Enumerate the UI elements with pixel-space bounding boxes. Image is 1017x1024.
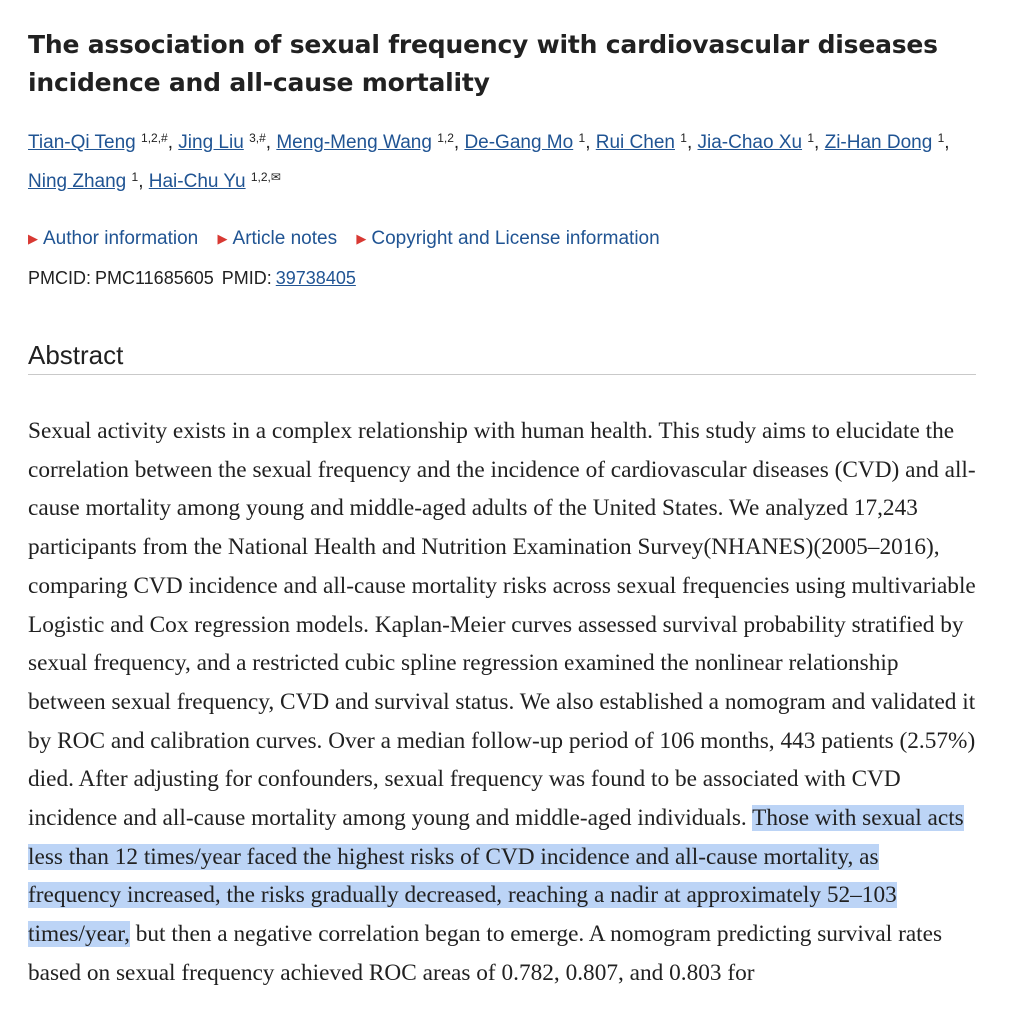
article-notes-bar	[28, 226, 674, 252]
author-information-toggle[interactable]	[28, 228, 198, 249]
author-link[interactable]: Hai-Chu Yu	[148, 171, 246, 192]
pmcid-value: PMC11685605	[95, 268, 214, 288]
author-link[interactable]: Jing Liu	[178, 132, 244, 153]
pmid-link[interactable]: 39738405	[275, 268, 356, 288]
author-affiliation: 1	[680, 131, 687, 145]
author-affiliation: 1	[807, 131, 815, 145]
author-list: Tian-Qi Teng $^{1,2,\#}$, Jing Liu $^{3,\#}$, Meng-Meng Wang $^{1,2}$, De-Gang Mo $^1$, Rui Chen $^1$, Jia-Chao Xu $^1$, Zi-Han Dong $^1$, Ning Zhang $^1$, Hai-Chu Yu $^{1,2,✉}$	[28, 131, 950, 192]
author-link[interactable]: Meng-Meng Wang	[276, 132, 432, 153]
author-link[interactable]: De-Gang Mo	[464, 132, 574, 153]
text-selection: Those with sexual acts less than 12 times/year faced the highest risks of CVD incidence and all-cause mortality, as frequency increased, the risks gradually decreased, reaching a nadir at approximately 52–103 times/year,	[28, 805, 964, 948]
author-affiliation: 1,2,✉	[250, 170, 281, 184]
abstract-heading: Abstract	[28, 338, 976, 375]
caret-right-icon: ▶	[356, 231, 367, 246]
copyright-label: Copyright and License information	[371, 228, 660, 249]
author-affiliation: 3,#	[249, 131, 266, 145]
article-ids	[28, 265, 356, 291]
author-link[interactable]: Tian-Qi Teng	[28, 132, 136, 153]
caret-right-icon: ▶	[217, 231, 228, 246]
abstract-text	[28, 412, 976, 993]
article-title: The association of sexual frequency with cardiovascular diseases incidence and all-cause mortality	[28, 30, 938, 97]
caret-right-icon: ▶	[28, 231, 38, 246]
author-link[interactable]: Zi-Han Dong	[824, 132, 933, 153]
author-affiliation: 1	[131, 170, 139, 184]
pmid-label: PMID:	[221, 268, 272, 288]
author-information-label: Author information	[43, 228, 199, 249]
abstract-text-part: but then a negative correlation began to emerge. A nomogram predicting survival rates based on sexual frequency achieved ROC areas of 0.782, 0.807, and 0.803 for	[28, 921, 943, 986]
author-affiliation: 1,2	[437, 131, 454, 145]
author-affiliation: 1	[578, 131, 586, 145]
pmcid-label: PMCID:	[28, 268, 91, 288]
author-link[interactable]: Ning Zhang	[28, 171, 127, 192]
abstract-text-part: Sexual activity exists in a complex relationship with human health. This study aims to elucidate the correlation between the sexual frequency and the incidence of cardiovascular diseases (CVD) and all-cause mortality among young and middle-aged adults of the United States. We analyzed 17,243 participants from the National Health and Nutrition Examination Survey(NHANES)(2005–2016), comparing CVD incidence and all-cause mortality risks across sexual frequencies using multivariable Logistic and Cox regression models. Kaplan-Meier curves assessed survival probability stratified by sexual frequency, and a restricted cubic spline regression examined the nonlinear relationship between sexual frequency, CVD and survival status. We also established a nomogram and validated it by ROC and calibration curves. Over a median follow-up period of 106 months, 443 patients (2.57%) died. After adjusting for confounders, sexual frequency was found to be associated with CVD incidence and all-cause mortality among young and middle-aged individuals.	[28, 418, 976, 832]
article-notes-label: Article notes	[232, 228, 338, 249]
author-affiliation: 1	[937, 131, 945, 145]
author-link[interactable]: Jia-Chao Xu	[697, 132, 803, 153]
article-notes-toggle[interactable]	[218, 228, 338, 249]
copyright-toggle[interactable]	[356, 228, 659, 249]
author-link[interactable]: Rui Chen	[595, 132, 675, 153]
author-affiliation: 1,2,#	[141, 131, 168, 145]
